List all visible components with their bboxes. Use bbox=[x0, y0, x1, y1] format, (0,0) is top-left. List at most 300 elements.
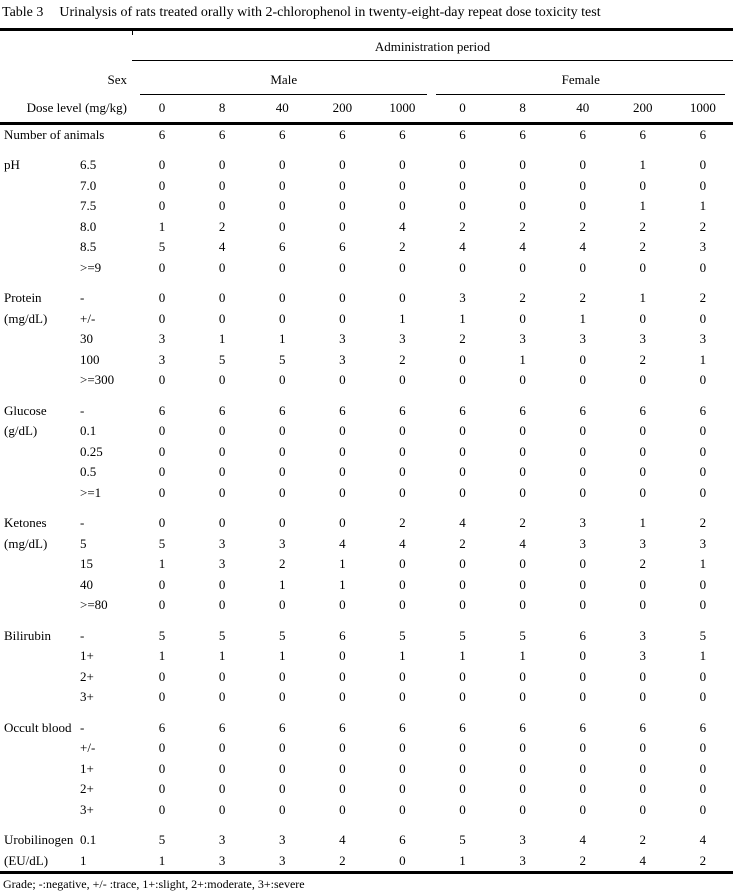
value-cell: 0 bbox=[218, 198, 226, 214]
value-cell: 0 bbox=[339, 177, 346, 193]
value-cell: 4 bbox=[699, 832, 707, 848]
value-cell: 0 bbox=[339, 198, 346, 214]
row-label: (mg/dL) bbox=[4, 535, 48, 551]
dose-value: 200 bbox=[613, 95, 673, 124]
value-cell: 0 bbox=[399, 740, 406, 756]
dose-value: 40 bbox=[252, 95, 312, 124]
value-cell: 0 bbox=[158, 689, 166, 705]
value-cell: 0 bbox=[339, 484, 346, 500]
value-cell: 2 bbox=[399, 515, 406, 531]
value-cell: 4 bbox=[639, 852, 647, 868]
grade-label: 8.5 bbox=[80, 239, 97, 255]
value-cell: 6 bbox=[639, 719, 647, 735]
value-cell: 0 bbox=[218, 740, 226, 756]
value-cell: 0 bbox=[699, 689, 707, 705]
table-row bbox=[0, 534, 733, 555]
value-cell: 0 bbox=[459, 576, 466, 592]
value-cell: 0 bbox=[699, 801, 707, 817]
value-cell: 0 bbox=[278, 259, 286, 275]
value-cell: 6 bbox=[339, 719, 346, 735]
grade-label: 0.5 bbox=[80, 464, 97, 480]
dose-row bbox=[0, 95, 733, 124]
spacer-row bbox=[0, 145, 733, 155]
value-cell: 3 bbox=[218, 535, 226, 551]
grade-label: +/- bbox=[80, 310, 96, 326]
value-cell: 0 bbox=[218, 515, 226, 531]
value-cell: 0 bbox=[519, 177, 526, 193]
table-row bbox=[0, 217, 733, 238]
value-cell: 0 bbox=[639, 668, 647, 684]
value-cell: 3 bbox=[699, 239, 707, 255]
value-cell: 2 bbox=[459, 331, 466, 347]
value-cell: 1 bbox=[158, 218, 166, 234]
table-row bbox=[0, 196, 733, 217]
value-cell: 0 bbox=[399, 760, 406, 776]
value-cell: 3 bbox=[639, 627, 647, 643]
value-cell: 6 bbox=[519, 402, 526, 418]
table-row bbox=[0, 462, 733, 483]
value-cell: 0 bbox=[218, 177, 226, 193]
dose-value: 1000 bbox=[673, 95, 733, 124]
value-cell: 1 bbox=[699, 198, 707, 214]
table-row bbox=[0, 123, 733, 145]
value-cell: 3 bbox=[278, 832, 286, 848]
value-cell: 0 bbox=[579, 781, 586, 797]
row-label: (g/dL) bbox=[4, 423, 38, 439]
value-cell: 0 bbox=[158, 760, 166, 776]
value-cell: 5 bbox=[278, 351, 286, 367]
value-cell: 0 bbox=[459, 464, 466, 480]
value-cell: 0 bbox=[699, 372, 707, 388]
value-cell: 2 bbox=[218, 218, 226, 234]
value-cell: 0 bbox=[519, 668, 526, 684]
dose-value: 200 bbox=[312, 95, 372, 124]
value-cell: 6 bbox=[158, 402, 166, 418]
table-row bbox=[0, 687, 733, 708]
value-cell: 0 bbox=[699, 668, 707, 684]
row-label bbox=[0, 738, 80, 759]
value-cell: 0 bbox=[579, 556, 586, 572]
row-label bbox=[0, 483, 80, 504]
value-cell: 5 bbox=[399, 627, 406, 643]
value-cell: 6 bbox=[399, 719, 406, 735]
value-cell: 0 bbox=[699, 464, 707, 480]
value-cell: 0 bbox=[579, 668, 586, 684]
table-row bbox=[0, 667, 733, 688]
value-cell: 2 bbox=[579, 290, 586, 306]
row-label bbox=[0, 646, 80, 667]
value-cell: 0 bbox=[339, 740, 346, 756]
value-cell: 1 bbox=[699, 351, 707, 367]
value-cell: 0 bbox=[579, 740, 586, 756]
value-cell: 0 bbox=[459, 801, 466, 817]
value-cell: 1 bbox=[158, 648, 166, 664]
value-cell: 0 bbox=[339, 801, 346, 817]
grade-label: 2+ bbox=[80, 668, 94, 684]
table-row bbox=[0, 442, 733, 463]
value-cell: 1 bbox=[519, 351, 526, 367]
dose-value: 40 bbox=[553, 95, 613, 124]
value-cell: 1 bbox=[459, 648, 466, 664]
grade-label: 1+ bbox=[80, 760, 94, 776]
value-cell: 0 bbox=[699, 157, 707, 173]
value-cell: 0 bbox=[278, 198, 286, 214]
value-cell: 0 bbox=[158, 576, 166, 592]
row-label bbox=[0, 329, 80, 350]
value-cell: 0 bbox=[339, 597, 346, 613]
value-cell: 0 bbox=[339, 259, 346, 275]
value-cell: 0 bbox=[278, 801, 286, 817]
value-cell: 0 bbox=[459, 198, 466, 214]
value-cell: 0 bbox=[278, 310, 286, 326]
value-cell: 0 bbox=[699, 443, 707, 459]
value-cell: 0 bbox=[699, 740, 707, 756]
value-cell: 0 bbox=[579, 351, 586, 367]
row-label bbox=[0, 176, 80, 197]
value-cell: 0 bbox=[399, 443, 406, 459]
row-label bbox=[0, 462, 80, 483]
value-cell: 0 bbox=[158, 668, 166, 684]
value-cell: 0 bbox=[579, 484, 586, 500]
grade-label: 3+ bbox=[80, 801, 94, 817]
value-cell: 6 bbox=[218, 719, 226, 735]
table-row bbox=[0, 329, 733, 350]
value-cell: 0 bbox=[399, 801, 406, 817]
value-cell: 0 bbox=[639, 576, 647, 592]
value-cell: 0 bbox=[218, 781, 226, 797]
sex-label: Sex bbox=[107, 71, 127, 87]
value-cell: 6 bbox=[519, 719, 526, 735]
value-cell: 0 bbox=[158, 484, 166, 500]
admin-period-header: Administration period bbox=[132, 30, 733, 61]
value-cell: 0 bbox=[278, 668, 286, 684]
dose-value: 0 bbox=[432, 95, 492, 124]
value-cell: 6 bbox=[339, 239, 346, 255]
value-cell: 0 bbox=[399, 198, 406, 214]
value-cell: 0 bbox=[519, 781, 526, 797]
table-row bbox=[0, 483, 733, 504]
value-cell: 0 bbox=[399, 259, 406, 275]
value-cell: 6 bbox=[339, 126, 346, 142]
grade-label: 6.5 bbox=[80, 157, 97, 173]
value-cell: 4 bbox=[459, 239, 466, 255]
row-label: Number of animals bbox=[4, 126, 105, 142]
table-body bbox=[0, 123, 733, 873]
value-cell: 1 bbox=[158, 556, 166, 572]
row-label: Urobilinogen bbox=[4, 832, 74, 848]
table-row bbox=[0, 759, 733, 780]
header-corner-cell bbox=[0, 30, 132, 61]
row-label: Bilirubin bbox=[4, 627, 51, 643]
value-cell: 0 bbox=[519, 310, 526, 326]
value-cell: 0 bbox=[579, 423, 586, 439]
table-title bbox=[0, 0, 733, 21]
value-cell: 0 bbox=[519, 198, 526, 214]
value-cell: 3 bbox=[579, 515, 586, 531]
value-cell: 2 bbox=[519, 290, 526, 306]
value-cell: 3 bbox=[639, 535, 647, 551]
value-cell: 5 bbox=[459, 627, 466, 643]
spacer-cell bbox=[0, 145, 733, 155]
table-row bbox=[0, 738, 733, 759]
value-cell: 0 bbox=[639, 801, 647, 817]
value-cell: 0 bbox=[459, 372, 466, 388]
value-cell: 0 bbox=[278, 515, 286, 531]
grade-label: 3+ bbox=[80, 689, 94, 705]
table-row bbox=[0, 309, 733, 330]
value-cell: 0 bbox=[158, 259, 166, 275]
table-row bbox=[0, 370, 733, 391]
value-cell: 0 bbox=[399, 157, 406, 173]
value-cell: 1 bbox=[399, 310, 406, 326]
value-cell: 0 bbox=[218, 484, 226, 500]
spacer-cell bbox=[0, 708, 733, 718]
value-cell: 0 bbox=[158, 597, 166, 613]
value-cell: 2 bbox=[639, 239, 647, 255]
value-cell: 3 bbox=[218, 852, 226, 868]
row-label bbox=[0, 370, 80, 391]
grade-label: >=300 bbox=[80, 372, 115, 388]
value-cell: 0 bbox=[399, 423, 406, 439]
value-cell: 0 bbox=[519, 597, 526, 613]
row-label bbox=[0, 258, 80, 279]
value-cell: 3 bbox=[218, 556, 226, 572]
value-cell: 0 bbox=[699, 259, 707, 275]
table-row bbox=[0, 554, 733, 575]
value-cell: 6 bbox=[459, 402, 466, 418]
value-cell: 4 bbox=[339, 535, 346, 551]
value-cell: 0 bbox=[699, 760, 707, 776]
value-cell: 3 bbox=[699, 535, 707, 551]
value-cell: 0 bbox=[579, 443, 586, 459]
row-label: (mg/dL) bbox=[4, 310, 48, 326]
value-cell: 0 bbox=[399, 484, 406, 500]
value-cell: 0 bbox=[399, 177, 406, 193]
table-row bbox=[0, 176, 733, 197]
value-cell: 0 bbox=[519, 423, 526, 439]
value-cell: 6 bbox=[339, 402, 346, 418]
grade-label: >=1 bbox=[80, 484, 102, 500]
spacer-cell bbox=[0, 616, 733, 626]
value-cell: 0 bbox=[158, 372, 166, 388]
table-row bbox=[0, 288, 733, 309]
value-cell: 3 bbox=[158, 331, 166, 347]
value-cell: 0 bbox=[278, 781, 286, 797]
value-cell: 6 bbox=[579, 126, 586, 142]
value-cell: 0 bbox=[399, 290, 406, 306]
grade-label: 8.0 bbox=[80, 218, 97, 234]
grade-label: - bbox=[80, 402, 85, 418]
value-cell: 0 bbox=[459, 781, 466, 797]
value-cell: 0 bbox=[218, 372, 226, 388]
grade-label: - bbox=[80, 627, 85, 643]
male-group-header bbox=[132, 61, 432, 95]
value-cell: 0 bbox=[699, 576, 707, 592]
value-cell: 2 bbox=[399, 239, 406, 255]
grade-label: >=9 bbox=[80, 259, 102, 275]
value-cell: 4 bbox=[339, 832, 346, 848]
grade-label: - bbox=[80, 290, 85, 306]
value-cell: 0 bbox=[218, 310, 226, 326]
value-cell: 1 bbox=[339, 576, 346, 592]
value-cell: 3 bbox=[699, 331, 707, 347]
value-cell: 3 bbox=[579, 535, 586, 551]
value-cell: 2 bbox=[639, 351, 647, 367]
value-cell: 1 bbox=[519, 648, 526, 664]
value-cell: 0 bbox=[278, 372, 286, 388]
value-cell: 0 bbox=[278, 157, 286, 173]
value-cell: 0 bbox=[579, 689, 586, 705]
value-cell: 0 bbox=[459, 157, 466, 173]
table-number: Table 3 bbox=[2, 5, 44, 20]
grade-label: 100 bbox=[80, 351, 100, 367]
value-cell: 6 bbox=[459, 126, 466, 142]
value-cell: 0 bbox=[639, 484, 647, 500]
spacer-cell bbox=[0, 503, 733, 513]
dose-value: 8 bbox=[192, 95, 252, 124]
value-cell: 0 bbox=[218, 443, 226, 459]
value-cell: 0 bbox=[218, 290, 226, 306]
table-row bbox=[0, 779, 733, 800]
value-cell: 0 bbox=[699, 597, 707, 613]
row-label: Glucose bbox=[4, 402, 47, 418]
value-cell: 0 bbox=[639, 443, 647, 459]
value-cell: 0 bbox=[339, 443, 346, 459]
row-label bbox=[0, 217, 80, 238]
value-cell: 0 bbox=[579, 648, 586, 664]
value-cell: 1 bbox=[278, 576, 286, 592]
value-cell: 0 bbox=[699, 484, 707, 500]
value-cell: 0 bbox=[519, 689, 526, 705]
value-cell: 5 bbox=[459, 832, 466, 848]
value-cell: 0 bbox=[579, 760, 586, 776]
value-cell: 0 bbox=[158, 740, 166, 756]
grade-label: 7.5 bbox=[80, 198, 97, 214]
grade-label: 0.1 bbox=[80, 832, 97, 848]
value-cell: 0 bbox=[218, 760, 226, 776]
table-row bbox=[0, 646, 733, 667]
value-cell: 0 bbox=[519, 372, 526, 388]
value-cell: 6 bbox=[158, 126, 166, 142]
value-cell: 0 bbox=[339, 668, 346, 684]
value-cell: 4 bbox=[218, 239, 226, 255]
value-cell: 2 bbox=[399, 351, 406, 367]
value-cell: 0 bbox=[158, 801, 166, 817]
row-label bbox=[0, 442, 80, 463]
value-cell: 0 bbox=[699, 310, 707, 326]
row-label: pH bbox=[4, 157, 20, 173]
value-cell: 0 bbox=[519, 157, 526, 173]
spacer-row bbox=[0, 616, 733, 626]
value-cell: 1 bbox=[639, 157, 647, 173]
male-group-label: Male bbox=[140, 72, 427, 95]
value-cell: 0 bbox=[158, 310, 166, 326]
table-row bbox=[0, 575, 733, 596]
grade-label: - bbox=[80, 515, 85, 531]
row-label bbox=[0, 595, 80, 616]
row-label bbox=[0, 759, 80, 780]
value-cell: 0 bbox=[459, 351, 466, 367]
value-cell: 6 bbox=[699, 719, 707, 735]
value-cell: 2 bbox=[339, 852, 346, 868]
value-cell: 0 bbox=[519, 576, 526, 592]
value-cell: 0 bbox=[339, 372, 346, 388]
value-cell: 2 bbox=[699, 290, 707, 306]
value-cell: 3 bbox=[639, 331, 647, 347]
value-cell: 0 bbox=[278, 760, 286, 776]
row-label bbox=[0, 350, 80, 371]
value-cell: 0 bbox=[278, 597, 286, 613]
value-cell: 2 bbox=[519, 218, 526, 234]
female-group-header bbox=[432, 61, 733, 95]
value-cell: 0 bbox=[278, 484, 286, 500]
value-cell: 6 bbox=[699, 402, 707, 418]
dose-value: 1000 bbox=[372, 95, 432, 124]
row-label bbox=[0, 687, 80, 708]
value-cell: 0 bbox=[339, 648, 346, 664]
value-cell: 6 bbox=[399, 126, 406, 142]
value-cell: 0 bbox=[459, 760, 466, 776]
value-cell: 3 bbox=[278, 852, 286, 868]
value-cell: 1 bbox=[278, 648, 286, 664]
value-cell: 0 bbox=[519, 464, 526, 480]
dose-value: 0 bbox=[132, 95, 192, 124]
value-cell: 2 bbox=[519, 515, 526, 531]
table-row bbox=[0, 258, 733, 279]
value-cell: 0 bbox=[218, 464, 226, 480]
value-cell: 0 bbox=[278, 689, 286, 705]
value-cell: 0 bbox=[218, 423, 226, 439]
row-label: Protein bbox=[4, 290, 42, 306]
value-cell: 0 bbox=[339, 689, 346, 705]
value-cell: 6 bbox=[218, 126, 226, 142]
value-cell: 5 bbox=[158, 832, 166, 848]
value-cell: 6 bbox=[579, 627, 586, 643]
value-cell: 5 bbox=[158, 239, 166, 255]
value-cell: 0 bbox=[339, 515, 346, 531]
value-cell: 0 bbox=[158, 177, 166, 193]
value-cell: 0 bbox=[399, 464, 406, 480]
value-cell: 0 bbox=[459, 556, 466, 572]
value-cell: 0 bbox=[639, 259, 647, 275]
value-cell: 0 bbox=[519, 740, 526, 756]
value-cell: 0 bbox=[459, 689, 466, 705]
value-cell: 6 bbox=[278, 239, 286, 255]
value-cell: 0 bbox=[339, 781, 346, 797]
value-cell: 0 bbox=[339, 464, 346, 480]
table-row bbox=[0, 830, 733, 851]
value-cell: 0 bbox=[579, 198, 586, 214]
table-row bbox=[0, 350, 733, 371]
value-cell: 3 bbox=[339, 331, 346, 347]
grade-label: 0.25 bbox=[80, 443, 103, 459]
value-cell: 0 bbox=[399, 597, 406, 613]
value-cell: 0 bbox=[399, 372, 406, 388]
value-cell: 4 bbox=[579, 832, 586, 848]
value-cell: 0 bbox=[218, 157, 226, 173]
grade-label: +/- bbox=[80, 740, 96, 756]
value-cell: 5 bbox=[278, 627, 286, 643]
female-group-label: Female bbox=[436, 72, 725, 95]
value-cell: 0 bbox=[579, 801, 586, 817]
value-cell: 2 bbox=[459, 535, 466, 551]
value-cell: 0 bbox=[339, 423, 346, 439]
value-cell: 5 bbox=[519, 627, 526, 643]
value-cell: 0 bbox=[579, 157, 586, 173]
grade-label: 30 bbox=[80, 331, 93, 347]
value-cell: 0 bbox=[339, 760, 346, 776]
value-cell: 2 bbox=[639, 218, 647, 234]
